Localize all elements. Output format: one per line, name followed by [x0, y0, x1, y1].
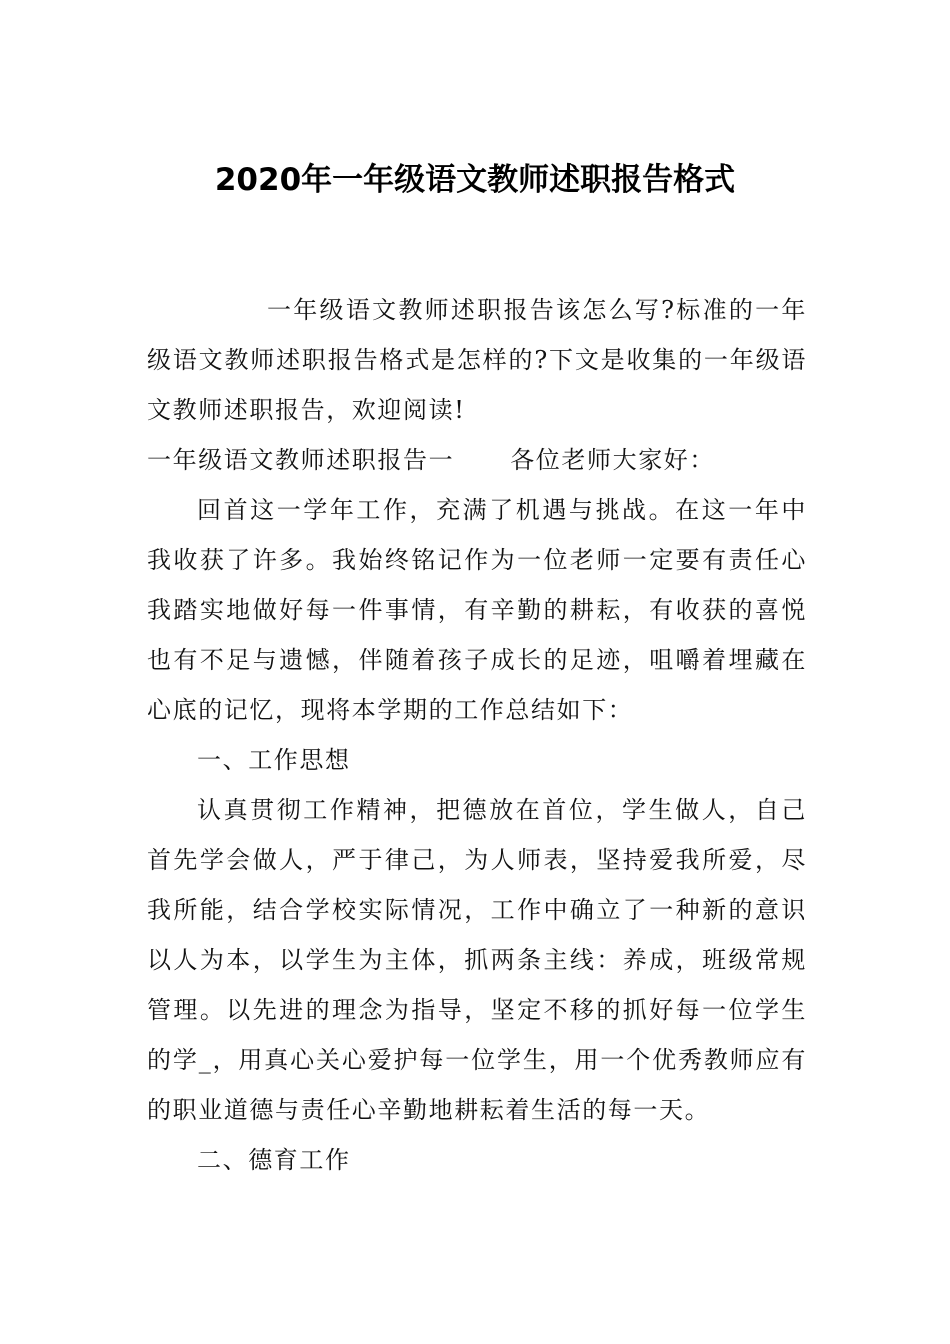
document-title: 2020年一年级语文教师述职报告格式 — [214, 162, 736, 198]
paragraph-1: 回首这一学年工作，充满了机遇与挑战。在这一年中我收获了许多。我始终铭记作为一位老师一定要有责任心我踏实地做好每一件事情，有辛勤的耕耘，有收获的喜悦也有不足与遗憾，伴随着孩子成长的足迹，咀嚼着埋藏在心底的记忆，现将本学期的工作总结如下： — [147, 496, 807, 724]
section-1-heading: 一、工作思想 — [197, 746, 351, 774]
intro-paragraph: 一年级语文教师述职报告该怎么写?标准的一年级语文教师述职报告格式是怎样的?下文是收集的一年级语文教师述职报告，欢迎阅读! — [147, 296, 807, 424]
report-heading-line — [147, 435, 807, 485]
section-1-text: 认真贯彻工作精神，把德放在首位，学生做人，自己首先学会做人，严于律己，为人师表，坚持爱我所爱，尽我所能，结合学校实际情况，工作中确立了一种新的意识以人为本，以学生为主体，抓两条主线：养成，班级常规管理。以先进的理念为指导，坚定不移的抓好每一位学生的学_，用真心关心爱护每一位学生，用一个优秀教师应有的职业道德与责任心辛勤地耕耘着生活的每一天。 — [147, 796, 807, 1124]
document-body — [147, 285, 807, 1185]
section-2-heading: 二、德育工作 — [197, 1146, 351, 1174]
report-heading: 一年级语文教师述职报告一 — [147, 446, 455, 474]
greeting: 各位老师大家好： — [510, 446, 716, 474]
